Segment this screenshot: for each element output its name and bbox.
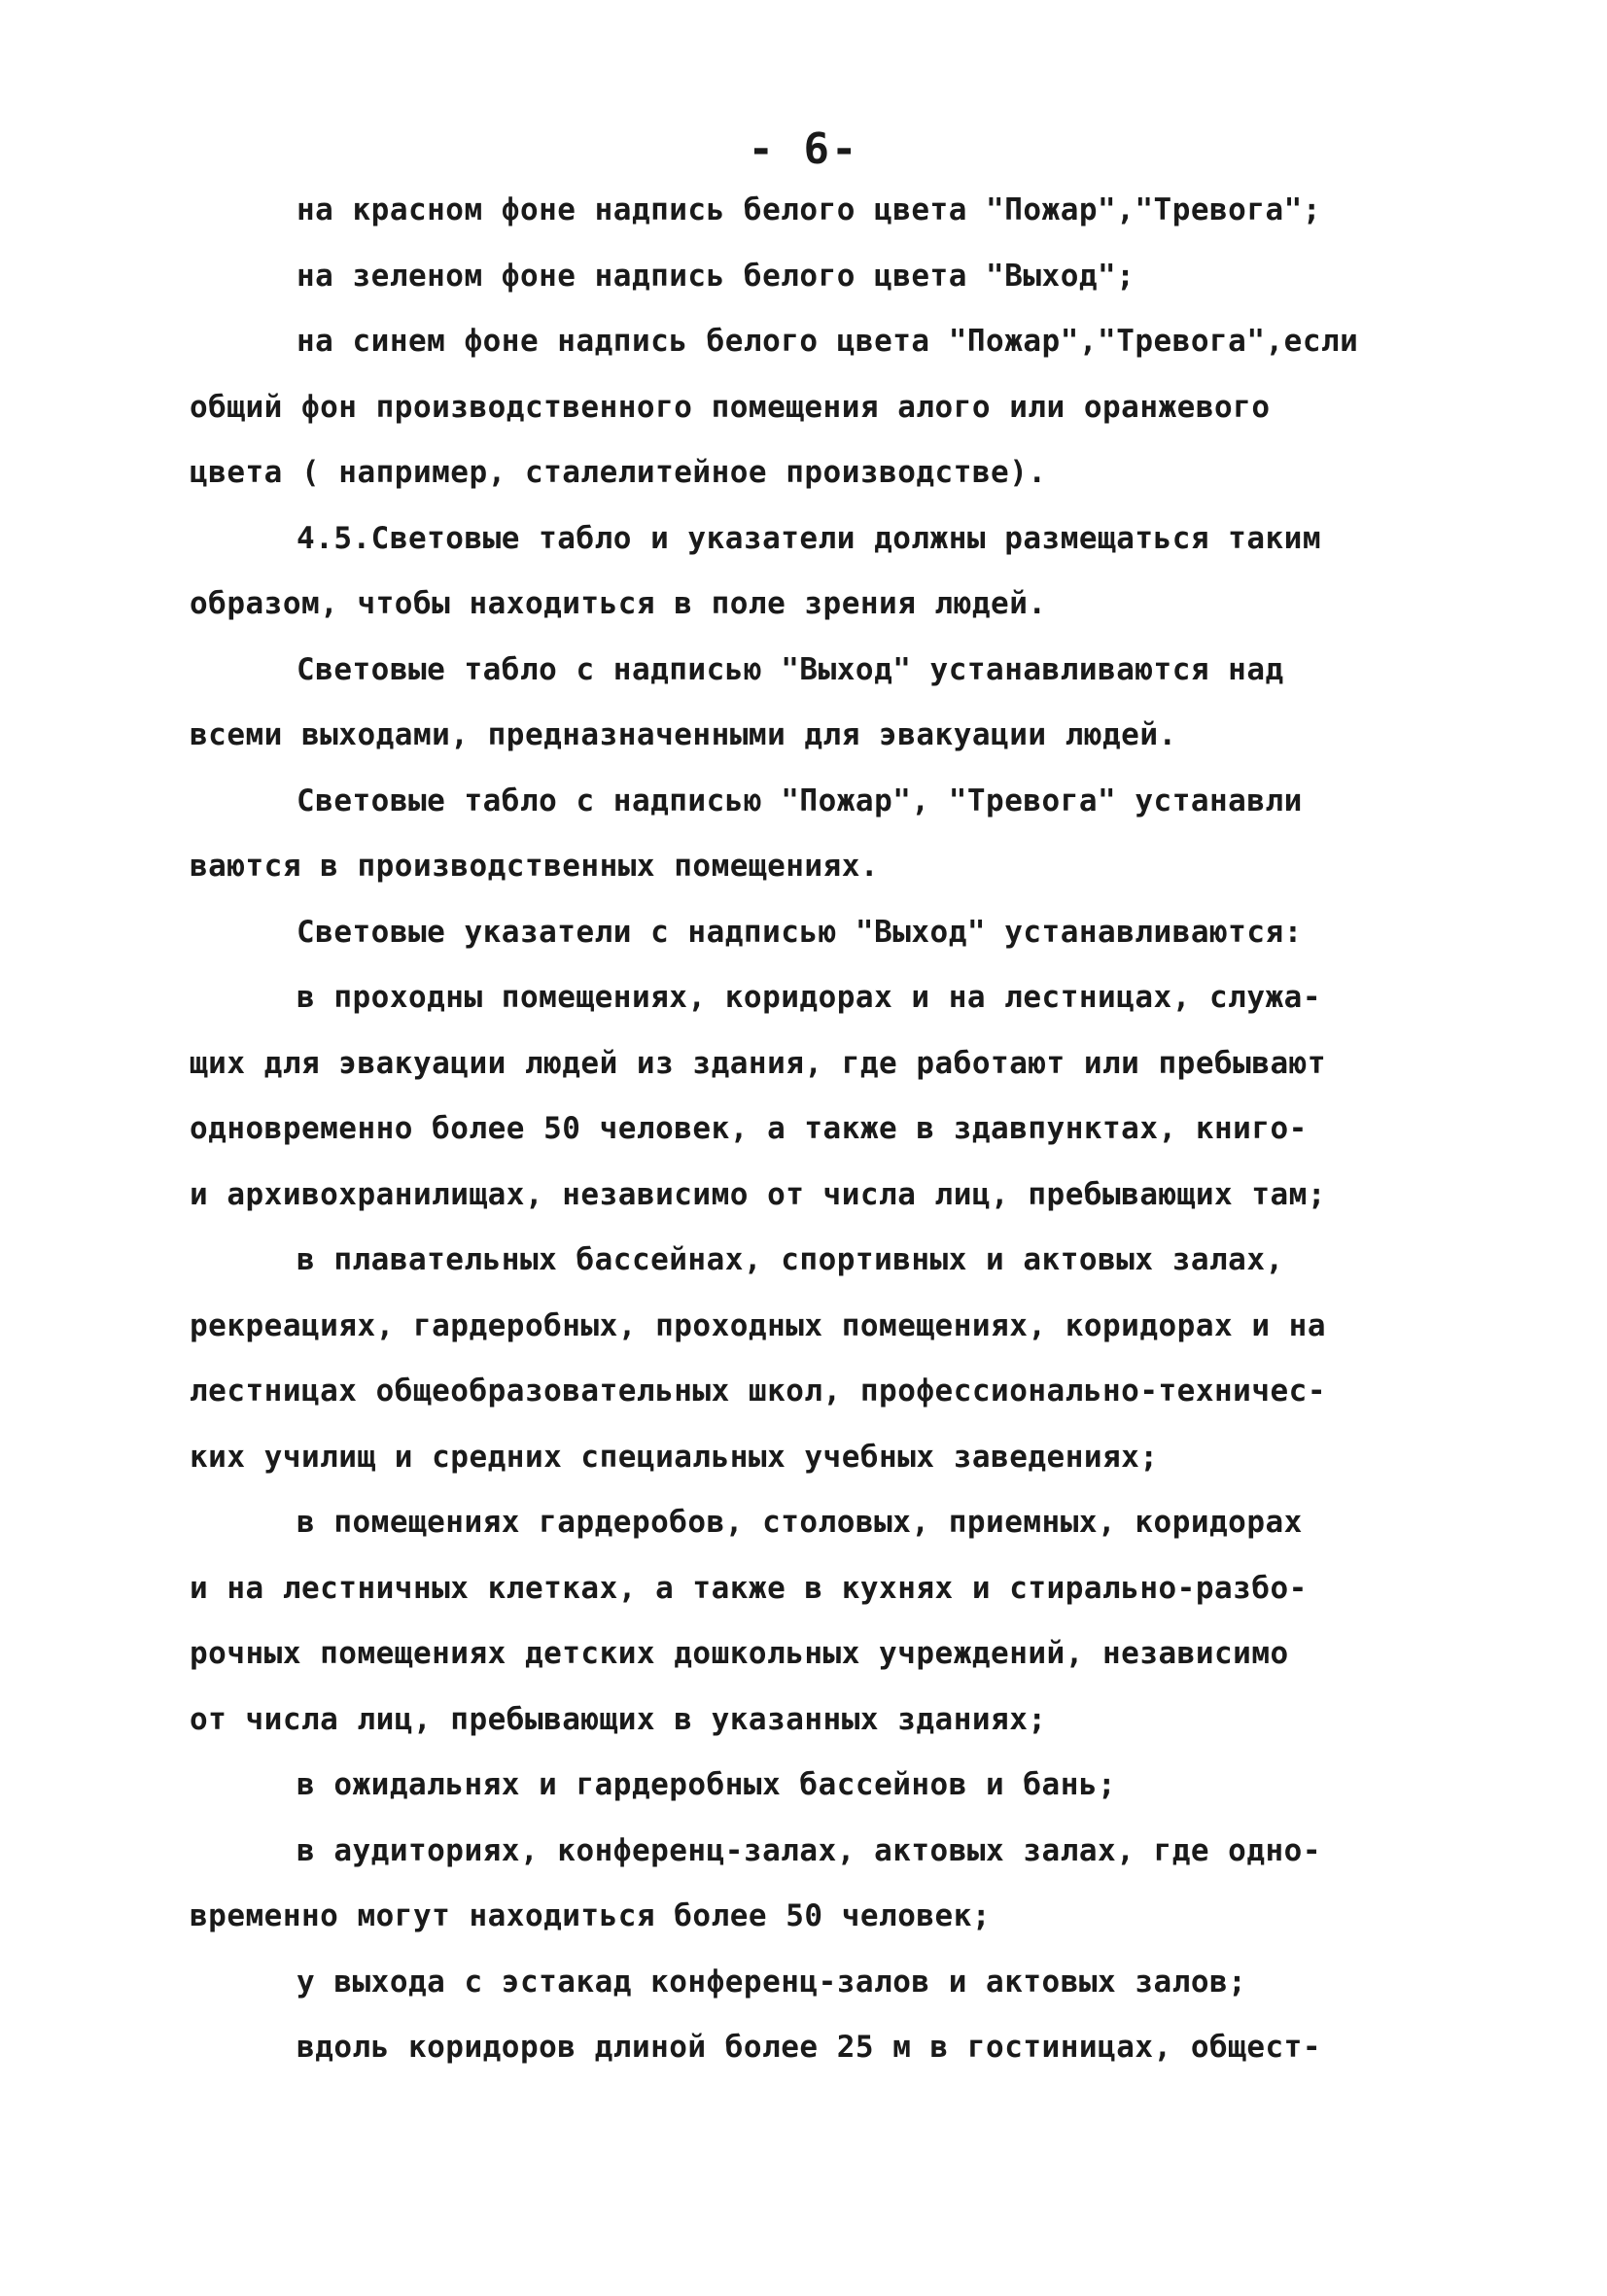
text-line: в помещениях гардеробов, столовых, приемных, коридорах [297,1505,1303,1540]
text-line: всеми выходами, предназначенными для эвакуации людей. [190,717,1177,752]
text-line: рекреациях, гардеробных, проходных помещениях, коридорах и на [190,1307,1326,1343]
text-line: ких училищ и средних специальных учебных заведениях; [190,1439,1159,1475]
text-line: в ожидальнях и гардеробных бассейнов и бань; [297,1767,1117,1802]
text-line: временно могут находиться более 50 человек; [190,1898,992,1933]
text-line: 4.5.Световые табло и указатели должны размещаться таким [297,520,1321,556]
text-line: Световые табло с надписью "Пожар", "Тревога" устанавли [297,783,1303,818]
text-line: от числа лиц, пребывающих в указанных зданиях; [190,1701,1047,1737]
text-line: образом, чтобы находиться в поле зрения людей. [190,586,1047,621]
text-line: вдоль коридоров длиной более 25 м в гостиницах, общест- [297,2030,1321,2065]
text-line: у выхода с эстакад конференц-залов и актовых залов; [297,1964,1247,2000]
page-number: - 6- [748,124,859,174]
text-line: на синем фоне надпись белого цвета "Пожар","Тревога",если [297,324,1359,359]
text-line: лестницах общеобразовательных школ, профессионально-техничес- [190,1374,1326,1409]
text-line: щих для эвакуации людей из здания, где работают или пребывают [190,1045,1326,1081]
text-line: и архивохранилищах, независимо от числа лиц, пребывающих там; [190,1176,1326,1212]
text-line: и на лестничных клетках, а также в кухнях и стирально-разбо- [190,1570,1308,1606]
text-line: на зеленом фоне надпись белого цвета "Выход"; [297,258,1135,294]
text-line: рочных помещениях детских дошкольных учреждений, независимо [190,1636,1289,1671]
text-line: в аудиториях, конференц-залах, актовых залах, где одно- [297,1832,1321,1868]
text-line: цвета ( например, сталелитейное производстве). [190,455,1047,490]
text-line: Световые указатели с надписью "Выход" устанавливаются: [297,914,1303,950]
text-line: в проходны помещениях, коридорах и на лестницах, служа- [297,980,1321,1015]
text-line: одновременно более 50 человек, а также в здавпунктах, книго- [190,1111,1308,1146]
text-line: ваются в производственных помещениях. [190,849,880,884]
text-line: Световые табло с надписью "Выход" устанавливаются над [297,651,1284,687]
text-line: на красном фоне надпись белого цвета "Пожар","Тревога"; [297,192,1321,227]
text-line: в плавательных бассейнах, спортивных и актовых залах, [297,1242,1284,1277]
text-line: общий фон производственного помещения алого или оранжевого [190,389,1271,425]
